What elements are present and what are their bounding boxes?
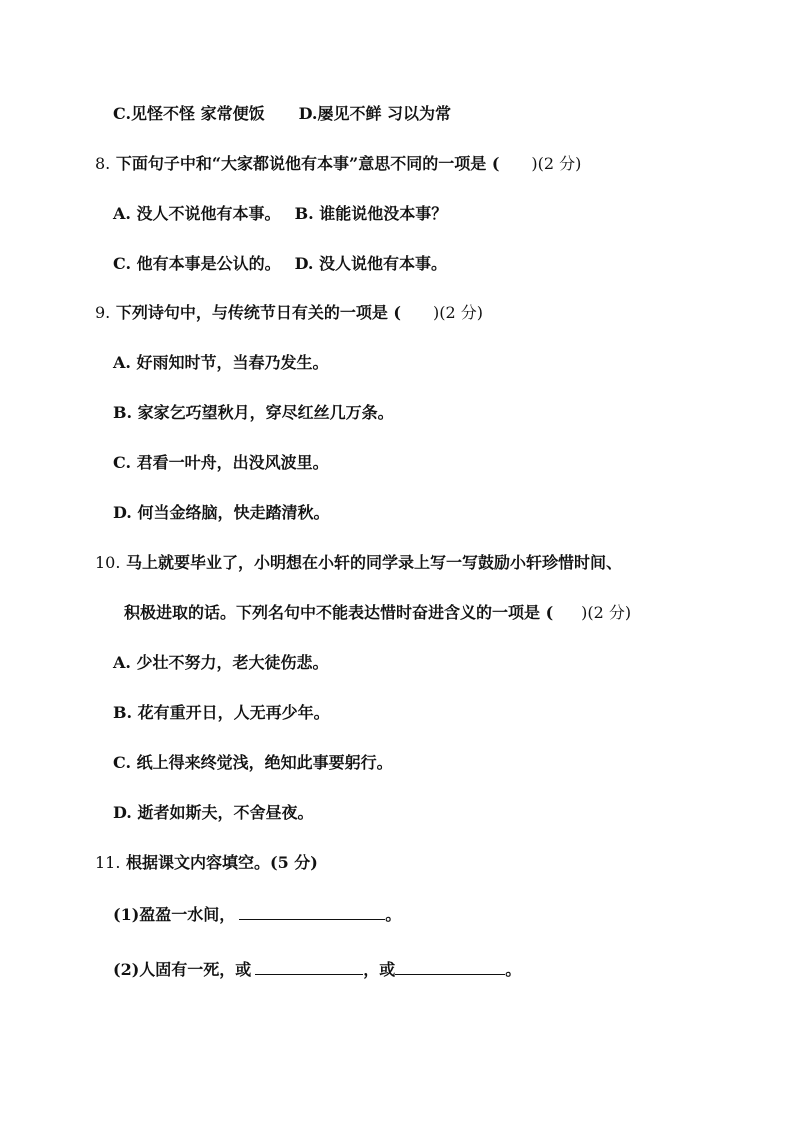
q11-item2-blank-1[interactable] <box>255 958 363 975</box>
q9-number: 9. <box>95 303 111 322</box>
q8-options-ab <box>113 204 447 224</box>
q9-stem <box>95 303 483 323</box>
q10-option-d: D. 逝者如斯夫，不舍昼夜。 <box>113 803 314 822</box>
q10-stem-line2 <box>124 603 631 623</box>
q8-score: )(2 分) <box>531 154 582 173</box>
q7-options-row <box>113 104 451 124</box>
q10-option-c: C. 纸上得来终觉浅，绝知此事要躬行。 <box>113 753 393 772</box>
q11-item1-prefix: (1)盈盈一水间， <box>113 905 236 924</box>
q9-option-b: B. 家家乞巧望秋月，穿尽红丝几万条。 <box>113 403 394 422</box>
q11-number: 11. <box>95 853 121 872</box>
q8-number: 8. <box>95 154 111 173</box>
q9-option-c: C. 君看一叶舟，出没风波里。 <box>113 453 329 472</box>
q11-item2-suffix: 。 <box>505 960 522 979</box>
q10-option-a: A. 少壮不努力，老大徒伤悲。 <box>113 653 329 672</box>
q11-stem-text: 根据课文内容填空。(5 分) <box>126 853 318 872</box>
q8-option-b: B. 谁能说他没本事？ <box>294 204 448 223</box>
q11-item2-prefix: (2)人固有一死，或 <box>113 960 252 979</box>
q7-option-c: C.见怪不怪 家常便饭 <box>113 104 265 123</box>
q10-stem-text-1: 马上就要毕业了，小明想在小轩的同学录上写一写鼓励小轩珍惜时间、 <box>126 553 623 572</box>
q11-item-1 <box>113 903 401 925</box>
q11-stem <box>95 853 318 873</box>
q9-option-a: A. 好雨知时节，当春乃发生。 <box>113 353 329 372</box>
q11-item1-suffix: 。 <box>385 905 402 924</box>
q9-score: )(2 分) <box>433 303 483 322</box>
q8-option-d: D. 没人说他有本事。 <box>294 254 448 273</box>
q11-item2-mid: ，或 <box>363 960 396 979</box>
q10-stem-line1 <box>95 553 622 573</box>
q10-stem-text-2: 积极进取的话。下列名句中不能表达惜时奋进含义的一项是 ( <box>124 603 554 622</box>
q11-item1-blank[interactable] <box>239 903 385 920</box>
q10-score: )(2 分) <box>581 603 632 622</box>
q8-option-c: C. 他有本事是公认的。 <box>113 254 281 273</box>
q9-option-d: D. 何当金络脑，快走踏清秋。 <box>113 503 330 522</box>
q8-options-cd <box>113 254 447 274</box>
q10-number: 10. <box>95 553 121 572</box>
q7-option-d: D.屡见不鲜 习以为常 <box>298 104 452 123</box>
q8-stem-text: 下面句子中和“大家都说他有本事”意思不同的一项是 ( <box>115 154 500 173</box>
q8-option-a: A. 没人不说他有本事。 <box>113 204 281 223</box>
q9-stem-text: 下列诗句中，与传统节日有关的一项是 ( <box>115 303 401 322</box>
q11-item2-blank-2[interactable] <box>395 958 505 975</box>
q11-item-2 <box>113 958 521 980</box>
q10-option-b: B. 花有重开日，人无再少年。 <box>113 703 330 722</box>
q8-stem <box>95 154 581 174</box>
